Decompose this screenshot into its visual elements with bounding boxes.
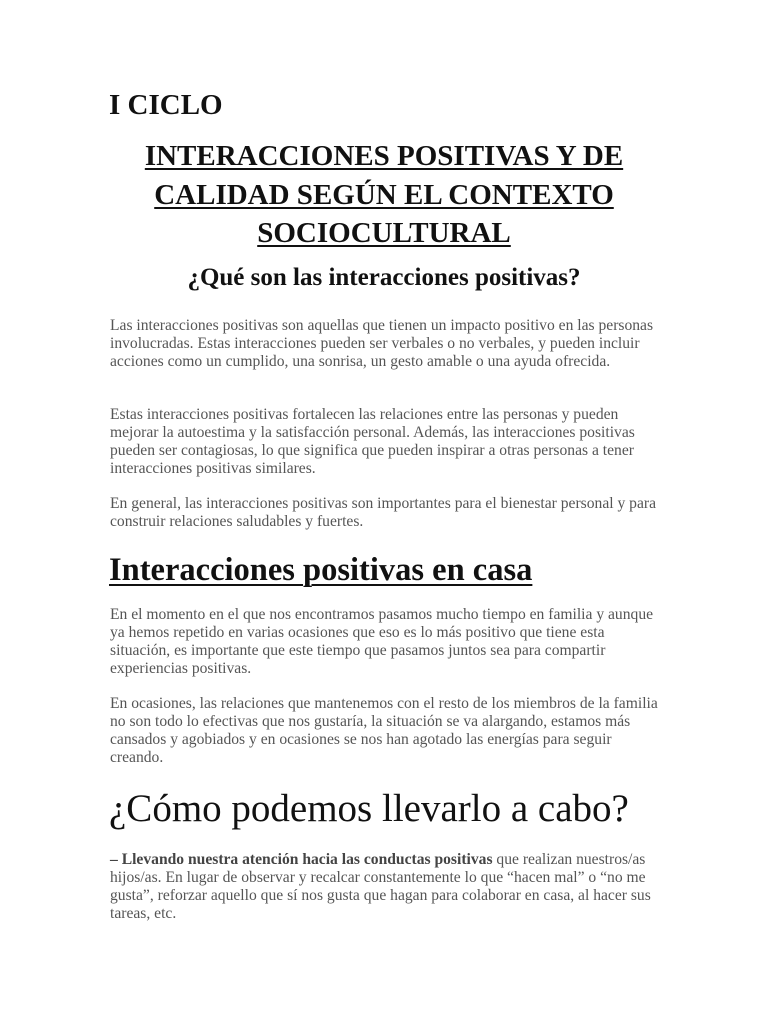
main-title-text: INTERACCIONES POSITIVAS Y DE CALIDAD SEGÚN EL CONTEXTO SOCIOCULTURAL (144, 140, 624, 249)
question-title: ¿Qué son las interacciones positivas? (187, 264, 581, 291)
how-item-paragraph (110, 851, 662, 923)
how-title: ¿Cómo podemos llevarlo a cabo? (109, 787, 629, 830)
main-title (110, 137, 658, 253)
section-title-home (109, 548, 532, 592)
intro-paragraph-3: En general, las interacciones positivas son importantes para el bienestar personal y para construir relaciones saludables y fuertes. (110, 495, 657, 530)
level-title: I CICLO (109, 89, 223, 121)
how-item-text: que realizan nuestros/as hijos/as. En lugar de observar y recalcar constantemente lo que “hacen mal” o “no me gusta”, reforzar aquello que sí nos gusta que hagan para colaborar en casa, al hacer sus tareas, etc. (110, 851, 651, 922)
home-paragraph-1: En el momento en el que nos encontramos pasamos mucho tiempo en familia y aunque ya hemos repetido en varias ocasiones que eso es lo más positivo que tiene esta situación, es importante que este tiempo que pasamos juntos sea para compartir experiencias positivas. (110, 606, 654, 677)
intro-paragraph-1: Las interacciones positivas son aquellas que tienen un impacto positivo en las personas involucradas. Estas interacciones pueden ser verbales o no verbales, y pueden incluir acciones como un cumplido, una sonrisa, un gesto amable o una ayuda ofrecida. (110, 317, 654, 370)
section-title-home-text: Interacciones positivas en casa (109, 552, 533, 588)
home-paragraph-2: En ocasiones, las relaciones que mantenemos con el resto de los miembros de la familia no son todo lo efectivas que nos gustaría, la situación se va alargando, estamos más cansados y agobiados y en ocasiones se nos han agotado las energías para seguir creando. (110, 695, 658, 766)
how-item-lead: – Llevando nuestra atención hacia las conductas positivas (110, 851, 493, 868)
intro-paragraph-2: Estas interacciones positivas fortalecen las relaciones entre las personas y pueden mejorar la autoestima y la satisfacción personal. Además, las interacciones positivas pueden ser contagiosas, lo que significa que pueden inspirar a otras personas a tener interacciones positivas similares. (110, 406, 635, 477)
